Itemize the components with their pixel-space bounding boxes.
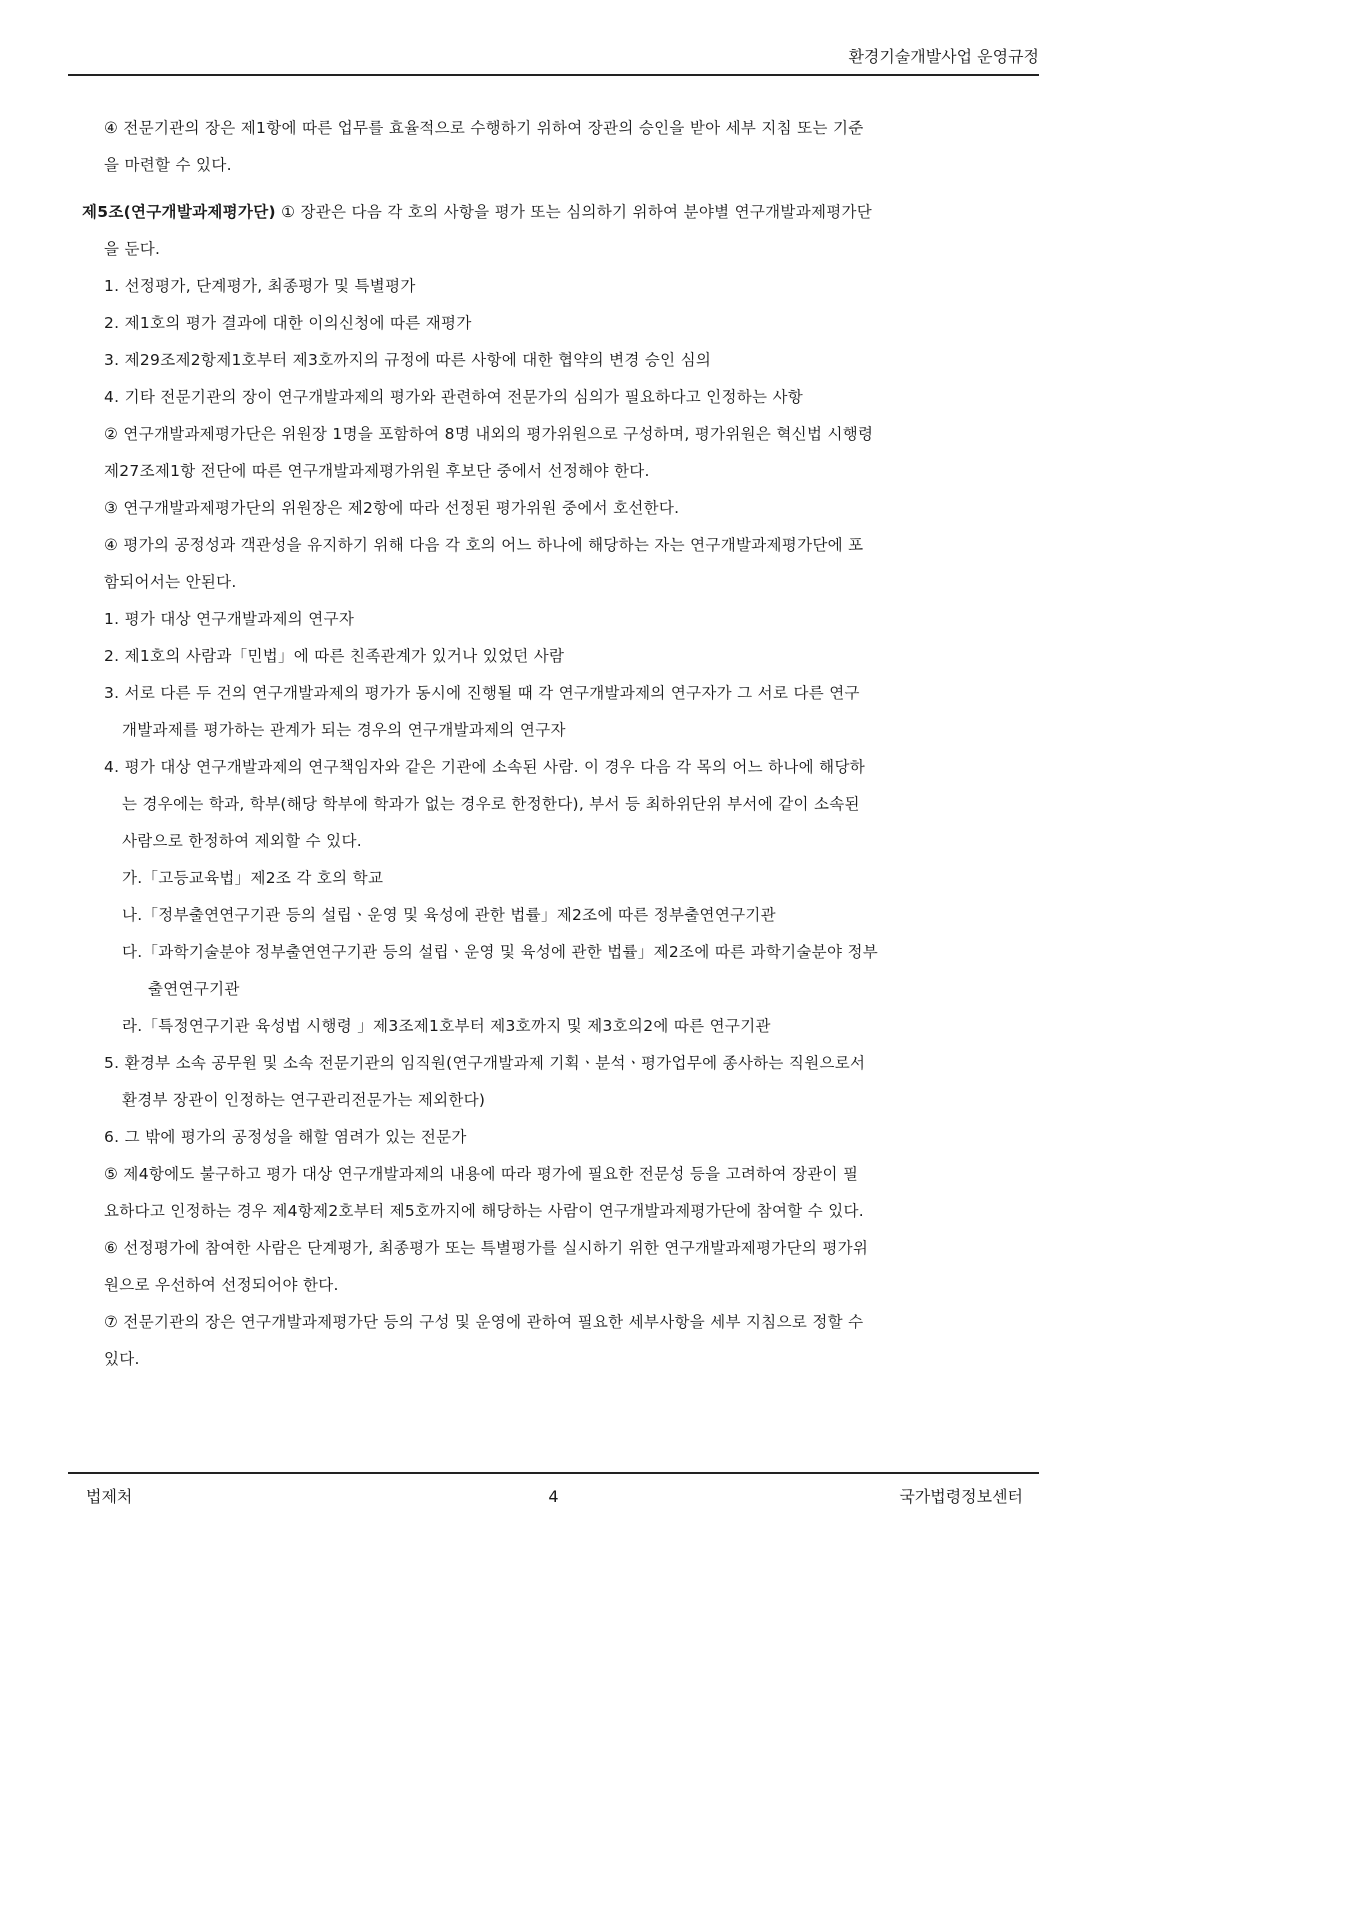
paragraph-6-line-1: ⑥ 선정평가에 참여한 사람은 단계평가, 최종평가 또는 특별평가를 실시하기 위한 연구개발과제평가단의 평가위 [104,1239,869,1257]
list-item-continuation: 사람으로 한정하여 제외할 수 있다. [122,832,362,850]
list-item: 3. 제29조제2항제1호부터 제3호까지의 규정에 따른 사항에 대한 협약의 변경 승인 심의 [104,351,712,369]
paragraph-3: ③ 연구개발과제평가단의 위원장은 제2항에 따라 선정된 평가위원 중에서 호선한다. [104,499,680,517]
page-header [68,46,1039,76]
sub-item-ga: 가.「고등교육법」제2조 각 호의 학교 [122,869,384,887]
article-5-text: ① 장관은 다음 각 호의 사항을 평가 또는 심의하기 위하여 분야별 연구개발과제평가단 [275,203,873,221]
paragraph-4-line-1: ④ 전문기관의 장은 제1항에 따른 업무를 효율적으로 수행하기 위하여 장관의 승인을 받아 세부 지침 또는 기준 [104,119,864,137]
list-item: 3. 서로 다른 두 건의 연구개발과제의 평가가 동시에 진행될 때 각 연구개발과제의 연구자가 그 서로 다른 연구 [104,684,860,702]
paragraph-7-line-2: 있다. [104,1350,140,1368]
list-item-continuation: 개발과제를 평가하는 관계가 되는 경우의 연구개발과제의 연구자 [122,721,566,739]
list-item-continuation: 환경부 장관이 인정하는 연구관리전문가는 제외한다) [122,1091,486,1109]
page-footer [68,1472,1039,1510]
paragraph-7-line-1: ⑦ 전문기관의 장은 연구개발과제평가단 등의 구성 및 운영에 관하여 필요한 세부사항을 세부 지침으로 정할 수 [104,1313,864,1331]
list-item: 1. 선정평가, 단계평가, 최종평가 및 특별평가 [104,277,416,295]
paragraph-2-line-1: ② 연구개발과제평가단은 위원장 1명을 포함하여 8명 내외의 평가위원으로 구성하며, 평가위원은 혁신법 시행령 [104,425,874,443]
footer-source: 국가법령정보센터 [899,1487,1023,1506]
list-item: 1. 평가 대상 연구개발과제의 연구자 [104,610,355,628]
sub-item-continuation: 출연연구기관 [148,980,240,998]
paragraph-5-line-1: ⑤ 제4항에도 불구하고 평가 대상 연구개발과제의 내용에 따라 평가에 필요한 전문성 등을 고려하여 장관이 필 [104,1165,859,1183]
paragraph-4b-line-2: 함되어서는 안된다. [104,573,237,591]
paragraph-6-line-2: 원으로 우선하여 선정되어야 한다. [104,1276,339,1294]
footer-publisher: 법제처 [86,1487,133,1506]
sub-item-ra: 라.「특정연구기관 육성법 시행령 」제3조제1호부터 제3호까지 및 제3호의2에 따른 연구기관 [122,1017,771,1035]
list-item: 4. 평가 대상 연구개발과제의 연구책임자와 같은 기관에 소속된 사람. 이 경우 다음 각 목의 어느 하나에 해당하 [104,758,865,776]
paragraph-4b-line-1: ④ 평가의 공정성과 객관성을 유지하기 위해 다음 각 호의 어느 하나에 해당하는 자는 연구개발과제평가단에 포 [104,536,864,554]
list-item: 5. 환경부 소속 공무원 및 소속 전문기관의 임직원(연구개발과제 기획ㆍ분석ㆍ평가업무에 종사하는 직원으로서 [104,1054,866,1072]
list-item: 6. 그 밖에 평가의 공정성을 해할 염려가 있는 전문가 [104,1128,467,1146]
list-item: 2. 제1호의 평가 결과에 대한 이의신청에 따른 재평가 [104,314,472,332]
list-item-continuation: 는 경우에는 학과, 학부(해당 학부에 학과가 없는 경우로 한정한다), 부서 등 최하위단위 부서에 같이 소속된 [122,795,860,813]
article-5-line-2: 을 둔다. [104,240,161,258]
paragraph-4-line-2: 을 마련할 수 있다. [104,156,232,174]
list-item: 4. 기타 전문기관의 장이 연구개발과제의 평가와 관련하여 전문가의 심의가 필요하다고 인정하는 사항 [104,388,804,406]
paragraph-2-line-2: 제27조제1항 전단에 따른 연구개발과제평가위원 후보단 중에서 선정해야 한다. [104,462,650,480]
document-title: 환경기술개발사업 운영규정 [848,47,1039,66]
article-5-line-1 [68,194,1039,231]
page-number: 4 [548,1487,559,1506]
paragraph-5-line-2: 요하다고 인정하는 경우 제4항제2호부터 제5호까지에 해당하는 사람이 연구개발과제평가단에 참여할 수 있다. [104,1202,864,1220]
document-body [68,110,1039,1378]
sub-item-da: 다.「과학기술분야 정부출연연구기관 등의 설립ㆍ운영 및 육성에 관한 법률」제2조에 따른 과학기술분야 정부 [122,943,878,961]
list-item: 2. 제1호의 사람과「민법」에 따른 친족관계가 있거나 있었던 사람 [104,647,565,665]
article-5-title: 제5조(연구개발과제평가단) [82,203,276,221]
sub-item-na: 나.「정부출연연구기관 등의 설립ㆍ운영 및 육성에 관한 법률」제2조에 따른 정부출연연구기관 [122,906,776,924]
